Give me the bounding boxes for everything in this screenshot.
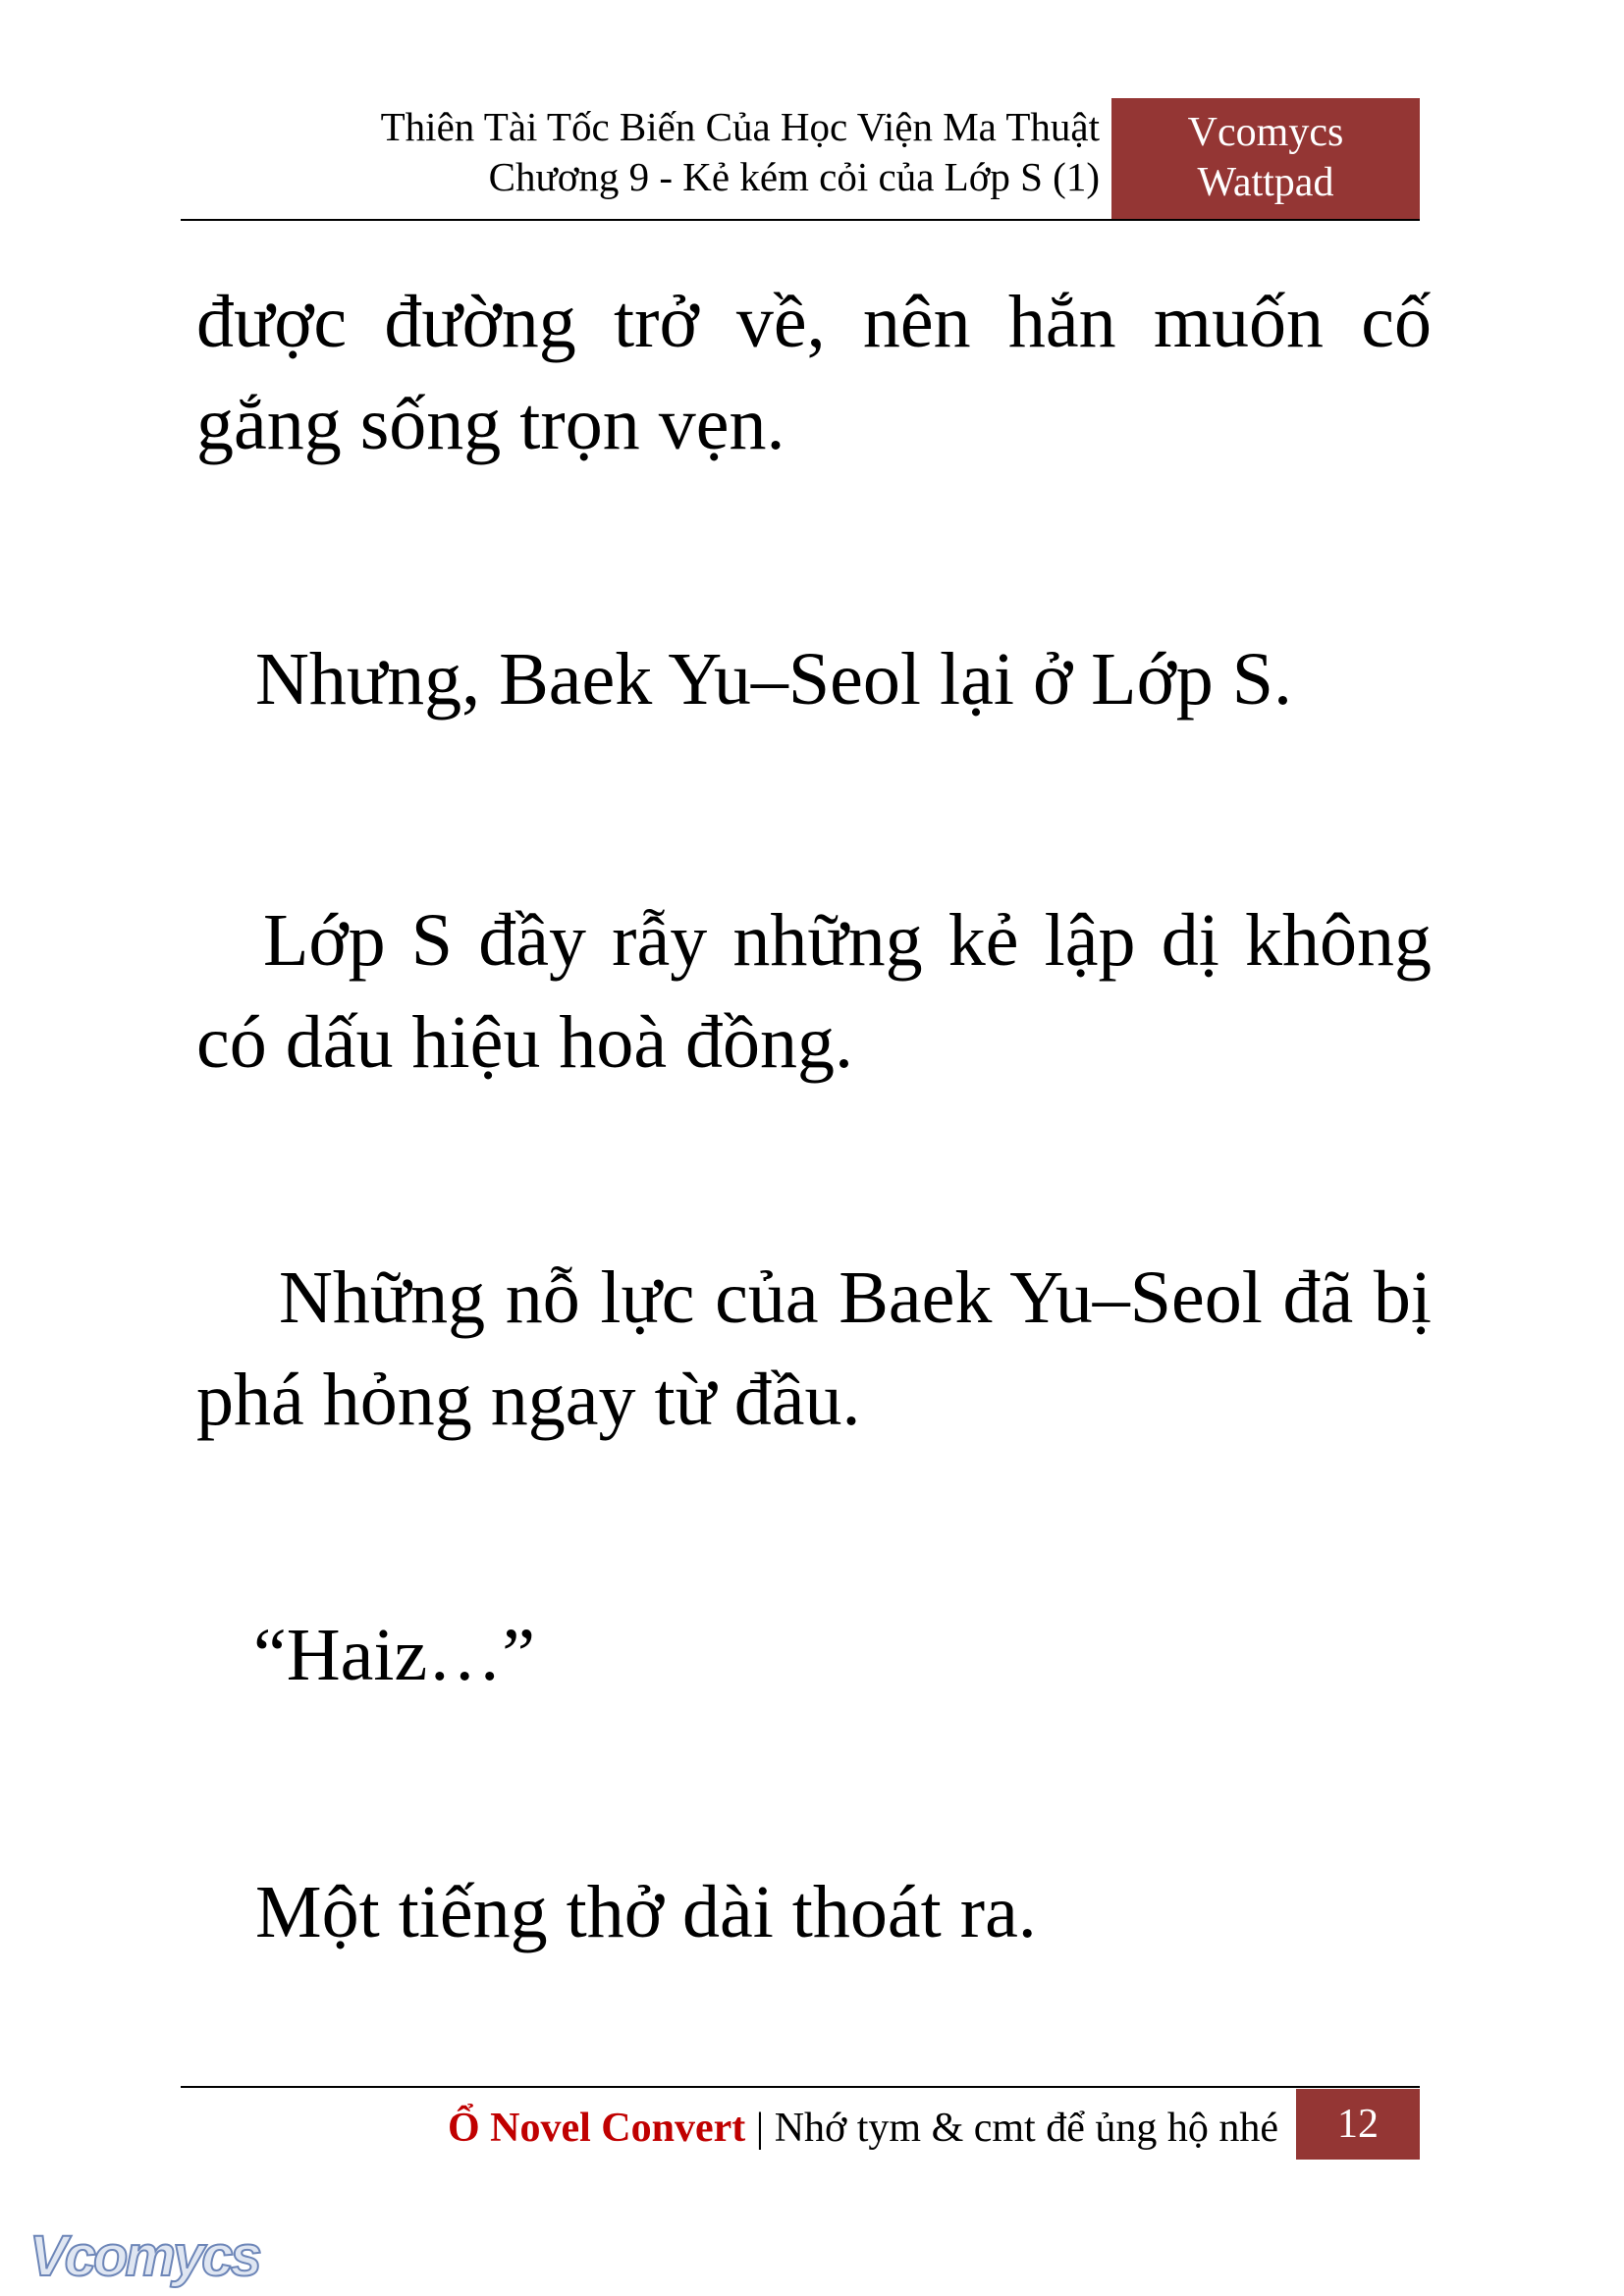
chapter-title: Chương 9 - Kẻ kém cỏi của Lớp S (1) [488, 154, 1100, 199]
footer-separator: | [745, 2106, 775, 2151]
footer-note: Nhớ tym & cmt để ủng hộ nhé [774, 2106, 1278, 2151]
watermark-logo: Vcomycs [29, 2224, 259, 2288]
page-number: 12 [1296, 2089, 1420, 2160]
paragraph-4: Những nỗ lực của Baek Yu–Seol đã bị phá hỏng ngay từ đầu. [196, 1256, 1432, 1441]
header-divider [181, 219, 1420, 221]
footer-brand: Ổ Novel Convert [447, 2106, 746, 2151]
book-title: Thiên Tài Tốc Biến Của Học Viện Ma Thuật [380, 104, 1100, 149]
badge-line-1: Vcomycs [1187, 110, 1344, 155]
badge-line-2: Wattpad [1197, 160, 1334, 205]
paragraph-6: Một tiếng thở dài thoát ra. [255, 1871, 1037, 1953]
header-badge [1111, 98, 1420, 219]
footer-divider [181, 2086, 1420, 2088]
paragraph-3: Lớp S đầy rẫy những kẻ lập dị không có dấu hiệu hoà đồng. [196, 899, 1432, 1084]
paragraph-1: được đường trở về, nên hắn muốn cố gắng sống trọn vẹn. [196, 281, 1432, 465]
paragraph-2: Nhưng, Baek Yu–Seol lại ở Lớp S. [255, 638, 1293, 721]
running-header [177, 102, 1100, 202]
footer-line [448, 2099, 1278, 2158]
paragraph-5: “Haiz…” [253, 1614, 535, 1696]
